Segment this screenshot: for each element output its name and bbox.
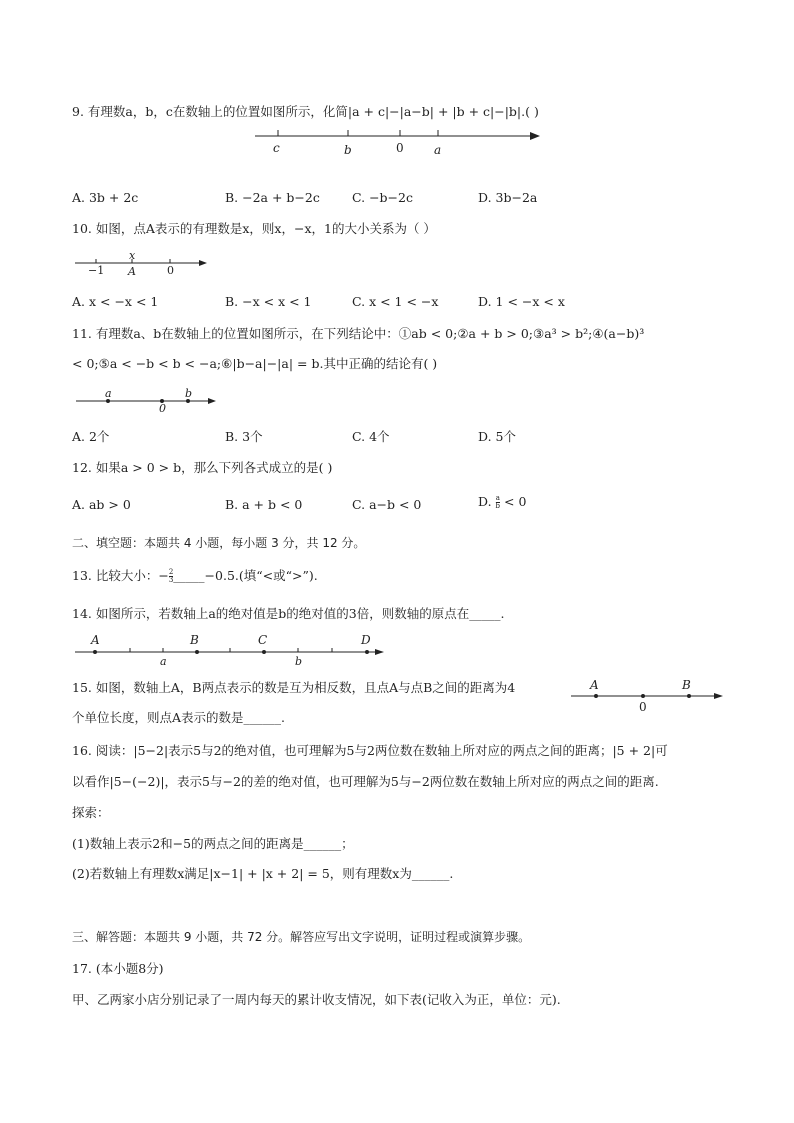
section-2-heading: 二、填空题：本题共 4 小题，每小题 3 分，共 12 分。 [72,536,366,550]
q12-fraction-denominator: b [495,502,501,510]
q10-label-x: x [129,249,136,262]
q15-number-line [568,674,728,716]
q12-fraction-numerator: a [495,494,500,502]
q10-option-c: C. x < 1 < −x [352,294,439,309]
q13-prefix: 13. 比较大小：− [72,568,169,583]
q10-label-neg1: −1 [88,264,105,277]
q11-label-b: b [185,387,193,400]
q13-fraction-denominator: 3 [168,576,174,584]
q11-option-a: A. 2个 [72,429,110,444]
q12-option-d [478,494,526,510]
q14-label-C: C [258,633,268,647]
q14-number-line [72,630,392,670]
q15-label-0: 0 [639,700,647,714]
q11-stem-line2: < 0;⑤a < −b < b < −a;⑥|b−a|−|a| = b.其中正确的结论有( ) [72,356,438,371]
q12-option-a: A. ab > 0 [72,497,131,512]
q17-title: 17. (本小题8分) [72,961,164,976]
q12-option-c: C. a−b < 0 [352,497,422,512]
q14-label-A: A [91,633,100,647]
q9-option-c: C. −b−2c [352,190,413,205]
q16-explore-label: 探索： [72,805,110,820]
q10-option-b: B. −x < x < 1 [225,294,312,309]
q12-option-d-fraction [496,495,500,510]
q9-stem: 9. 有理数a，b，c在数轴上的位置如图所示，化简|a + c|−|a−b| + |b + c|−|b|.( ) [72,104,539,119]
q14-label-B: B [190,633,199,647]
q13-fraction-numerator: 2 [168,568,174,576]
q12-option-d-prefix: D. [478,494,492,509]
q9-label-b: b [344,143,352,157]
section-3-heading: 三、解答题：本题共 9 小题，共 72 分。解答应写出文字说明，证明过程或演算步骤。 [72,930,531,944]
q9-label-a: a [434,143,442,157]
q16-line2: 以看作|5−(−2)|，表示5与−2的差的绝对值，也可理解为5与−2两位数在数轴上所对应的两点之间的距离. [72,774,659,789]
q11-option-b: B. 3个 [225,429,263,444]
q14-label-b: b [295,655,303,668]
q9-number-line [250,124,550,160]
q11-label-a: a [105,387,112,400]
q14-stem: 14. 如图所示，若数轴上a的绝对值是b的绝对值的3倍，则数轴的原点在_____. [72,606,505,621]
q9-option-d: D. 3b−2a [478,190,538,205]
q12-stem: 12. 如果a > 0 > b，那么下列各式成立的是( ) [72,460,333,475]
q11-option-c: C. 4个 [352,429,390,444]
q16-part1: (1)数轴上表示2和−5的两点之间的距离是______； [72,836,354,851]
q9-option-a: A. 3b + 2c [72,190,139,205]
q11-option-d: D. 5个 [478,429,516,444]
q14-label-a: a [160,655,167,668]
q16-part2: (2)若数轴上有理数x满足|x−1| + |x + 2| = 5，则有理数x为______. [72,866,454,881]
q10-stem: 10. 如图，点A表示的有理数是x，则x，−x，1的大小关系为（ ） [72,221,436,236]
q16-line1: 16. 阅读：|5−2|表示5与2的绝对值，也可理解为5与2两位数在数轴上所对应的两点之间的距离；|5 + 2|可 [72,743,668,758]
q12-option-d-suffix: < 0 [504,494,527,509]
q11-number-line [72,384,222,414]
q15-line1: 15. 如图，数轴上A，B两点表示的数是互为相反数，且点A与点B之间的距离为4 [72,680,516,695]
q11-stem-line1: 11. 有理数a、b在数轴上的位置如图所示，在下列结论中：①ab < 0;②a + b > 0;③a³ > b²;④(a−b)³ [72,326,645,341]
q10-option-a: A. x < −x < 1 [72,294,159,309]
q10-option-d: D. 1 < −x < x [478,294,565,309]
q15-label-B: B [682,678,691,692]
q9-option-b: B. −2a + b−2c [225,190,320,205]
q13-suffix: _____−0.5.(填“<或“>”). [173,568,318,583]
q10-label-A: A [128,265,136,278]
q12-option-b: B. a + b < 0 [225,497,303,512]
q9-label-c: c [273,141,280,155]
q9-label-0: 0 [396,141,404,155]
q17-text: 甲、乙两家小店分别记录了一周内每天的累计收支情况，如下表(记收入为正，单位：元). [72,992,561,1007]
q11-label-0: 0 [159,402,166,414]
q10-label-0: 0 [167,264,174,277]
q15-line2: 个单位长度，则点A表示的数是______. [72,710,286,725]
q13-stem [72,568,318,584]
q15-label-A: A [590,678,599,692]
q14-label-D: D [361,633,371,647]
q10-number-line [72,248,217,278]
